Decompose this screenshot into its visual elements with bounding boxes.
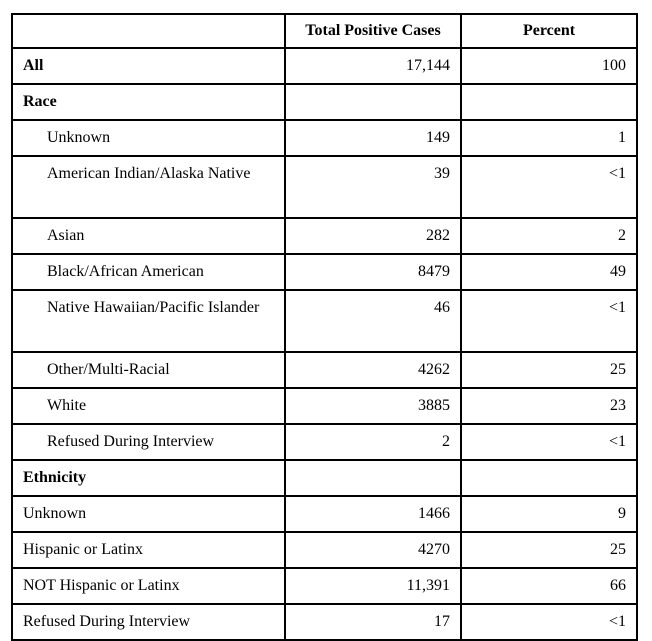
table-row [12,290,637,352]
row-cases: 17 [285,604,461,640]
table-row [12,388,637,424]
table-row [12,496,637,532]
table-row [12,604,637,640]
section-label-race: Race [12,84,285,120]
row-cases: 4262 [285,352,461,388]
table-row [12,156,637,218]
row-percent: <1 [461,156,637,218]
table-row [12,568,637,604]
row-percent [461,460,637,496]
row-label: Black/African American [12,254,285,290]
row-percent: 9 [461,496,637,532]
row-label: Refused During Interview [12,604,285,640]
row-label: Unknown [12,120,285,156]
row-cases: 8479 [285,254,461,290]
header-label [12,14,285,48]
row-cases [285,460,461,496]
row-cases: 149 [285,120,461,156]
row-cases: 2 [285,424,461,460]
row-cases: 39 [285,156,461,218]
row-percent: 2 [461,218,637,254]
header-percent: Percent [461,14,637,48]
row-label: NOT Hispanic or Latinx [12,568,285,604]
row-label: American Indian/Alaska Native [12,156,285,218]
row-label: All [12,48,285,84]
header-row [12,14,637,48]
row-cases: 4270 [285,532,461,568]
row-percent: 49 [461,254,637,290]
row-percent: <1 [461,424,637,460]
positive-cases-table [11,13,638,641]
table-row [12,352,637,388]
row-label: Native Hawaiian/Pacific Islander [12,290,285,352]
table-row [12,48,637,84]
table-row [12,84,637,120]
table-row [12,460,637,496]
row-percent: <1 [461,290,637,352]
row-percent: 25 [461,532,637,568]
section-label-ethnicity: Ethnicity [12,460,285,496]
table-row [12,424,637,460]
row-cases: 3885 [285,388,461,424]
row-percent: 100 [461,48,637,84]
row-percent: <1 [461,604,637,640]
row-label: White [12,388,285,424]
row-cases [285,84,461,120]
row-percent: 25 [461,352,637,388]
table-container [11,13,638,641]
row-label: Other/Multi-Racial [12,352,285,388]
row-percent: 66 [461,568,637,604]
row-label: Refused During Interview [12,424,285,460]
row-percent: 23 [461,388,637,424]
row-label: Unknown [12,496,285,532]
table-row [12,120,637,156]
table-row [12,254,637,290]
row-cases: 11,391 [285,568,461,604]
row-cases: 17,144 [285,48,461,84]
row-percent: 1 [461,120,637,156]
header-total-positive-cases: Total Positive Cases [285,14,461,48]
row-cases: 282 [285,218,461,254]
table-row [12,218,637,254]
row-label: Hispanic or Latinx [12,532,285,568]
row-cases: 46 [285,290,461,352]
table-row [12,532,637,568]
row-cases: 1466 [285,496,461,532]
row-label: Asian [12,218,285,254]
row-percent [461,84,637,120]
